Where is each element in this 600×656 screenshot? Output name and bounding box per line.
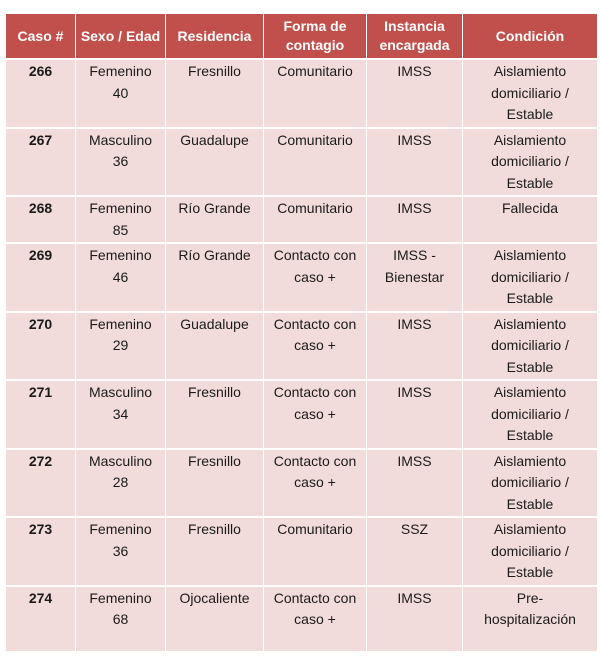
- table-row: [6, 313, 597, 382]
- cell-sexo: Femenino: [89, 200, 152, 216]
- cell-instancia: IMSS: [367, 587, 463, 653]
- cell-caso: 272: [6, 450, 76, 519]
- cell-condicion: Aislamiento domiciliario / Estable: [463, 450, 597, 519]
- cell-edad: 68: [112, 611, 129, 627]
- cell-residencia: Fresnillo: [166, 60, 264, 129]
- table-row: [6, 587, 597, 653]
- cell-residencia: Guadalupe: [166, 313, 264, 382]
- cell-caso: 269: [6, 244, 76, 313]
- cell-caso: 267: [6, 129, 76, 198]
- cell-caso: 270: [6, 313, 76, 382]
- table-row: [6, 381, 597, 450]
- cell-instancia: IMSS: [367, 60, 463, 129]
- cell-residencia: Fresnillo: [166, 450, 264, 519]
- cell-condicion: Fallecida: [463, 197, 597, 244]
- cell-sexo: Femenino: [89, 63, 152, 79]
- cell-caso: 273: [6, 518, 76, 587]
- header-residencia: Residencia: [166, 14, 264, 60]
- cell-sexo-edad: [76, 450, 166, 519]
- table-row: [6, 518, 597, 587]
- cell-sexo: Masculino: [88, 384, 153, 400]
- cell-condicion: Aislamiento domiciliario / Estable: [463, 381, 597, 450]
- header-caso: Caso #: [6, 14, 76, 60]
- cell-instancia: IMSS: [367, 129, 463, 198]
- cell-edad: 28: [112, 474, 129, 490]
- header-row: [6, 14, 597, 60]
- cell-condicion: Aislamiento domiciliario / Estable: [463, 60, 597, 129]
- cell-forma: Comunitario: [264, 129, 367, 198]
- cell-sexo: Femenino: [89, 247, 152, 263]
- cell-sexo-edad: [76, 587, 166, 653]
- cell-caso: 268: [6, 197, 76, 244]
- cell-forma: Contacto con caso +: [264, 313, 367, 382]
- header-forma-contagio: Forma de contagio: [264, 14, 367, 60]
- cell-condicion: Aislamiento domiciliario / Estable: [463, 244, 597, 313]
- table-row: [6, 450, 597, 519]
- cell-instancia: IMSS: [367, 313, 463, 382]
- cell-instancia: IMSS: [367, 197, 463, 244]
- cell-sexo: Femenino: [89, 589, 152, 606]
- cell-edad: 85: [112, 221, 129, 238]
- cell-caso: 271: [6, 381, 76, 450]
- cases-table: [6, 14, 597, 653]
- cell-sexo: Femenino: [89, 521, 152, 537]
- cell-sexo-edad: [76, 381, 166, 450]
- header-instancia: Instancia encargada: [367, 14, 463, 60]
- cell-condicion: Aislamiento domiciliario / Estable: [463, 518, 597, 587]
- cell-caso: 274: [6, 587, 76, 653]
- cell-sexo-edad: [76, 60, 166, 129]
- cell-condicion: Aislamiento domiciliario / Estable: [463, 129, 597, 198]
- table-row: [6, 129, 597, 198]
- cell-residencia: Guadalupe: [166, 129, 264, 198]
- cell-sexo-edad: [76, 197, 166, 244]
- cell-sexo-edad: [76, 244, 166, 313]
- cell-residencia: Ojocaliente: [166, 587, 264, 653]
- cell-sexo: Masculino: [88, 452, 153, 469]
- cell-forma: Contacto con caso +: [264, 244, 367, 313]
- cell-instancia: IMSS: [367, 450, 463, 519]
- cell-sexo-edad: [76, 313, 166, 382]
- cell-edad: 36: [112, 542, 129, 559]
- table-row: [6, 60, 597, 129]
- cell-edad: 29: [112, 337, 129, 353]
- cell-forma: Comunitario: [264, 518, 367, 587]
- cell-sexo-edad: [76, 129, 166, 198]
- cell-forma: Comunitario: [264, 197, 367, 244]
- cell-forma: Comunitario: [264, 60, 367, 129]
- cell-sexo: Femenino: [89, 315, 152, 332]
- cell-forma: Contacto con caso +: [264, 381, 367, 450]
- cell-instancia: IMSS - Bienestar: [367, 244, 463, 313]
- cell-sexo-edad: [76, 518, 166, 587]
- cases-table-container: [6, 14, 597, 653]
- cell-residencia: Fresnillo: [166, 381, 264, 450]
- cell-condicion: Aislamiento domiciliario / Estable: [463, 313, 597, 382]
- table-row: [6, 244, 597, 313]
- cell-residencia: Río Grande: [166, 197, 264, 244]
- cell-edad: 40: [112, 84, 129, 101]
- header-condicion: Condición: [463, 14, 597, 60]
- cell-residencia: Río Grande: [166, 244, 264, 313]
- cell-instancia: SSZ: [367, 518, 463, 587]
- cell-forma: Contacto con caso +: [264, 587, 367, 653]
- cell-sexo: Masculino: [88, 131, 153, 148]
- cell-edad: 46: [112, 268, 129, 285]
- table-row: [6, 197, 597, 244]
- cell-forma: Contacto con caso +: [264, 450, 367, 519]
- cell-residencia: Fresnillo: [166, 518, 264, 587]
- cell-instancia: IMSS: [367, 381, 463, 450]
- cell-caso: 266: [6, 60, 76, 129]
- cell-edad: 36: [112, 153, 129, 169]
- header-sexo-edad: Sexo / Edad: [76, 14, 166, 60]
- cell-condicion: Pre-hospitalización: [463, 587, 597, 653]
- cell-edad: 34: [112, 405, 129, 422]
